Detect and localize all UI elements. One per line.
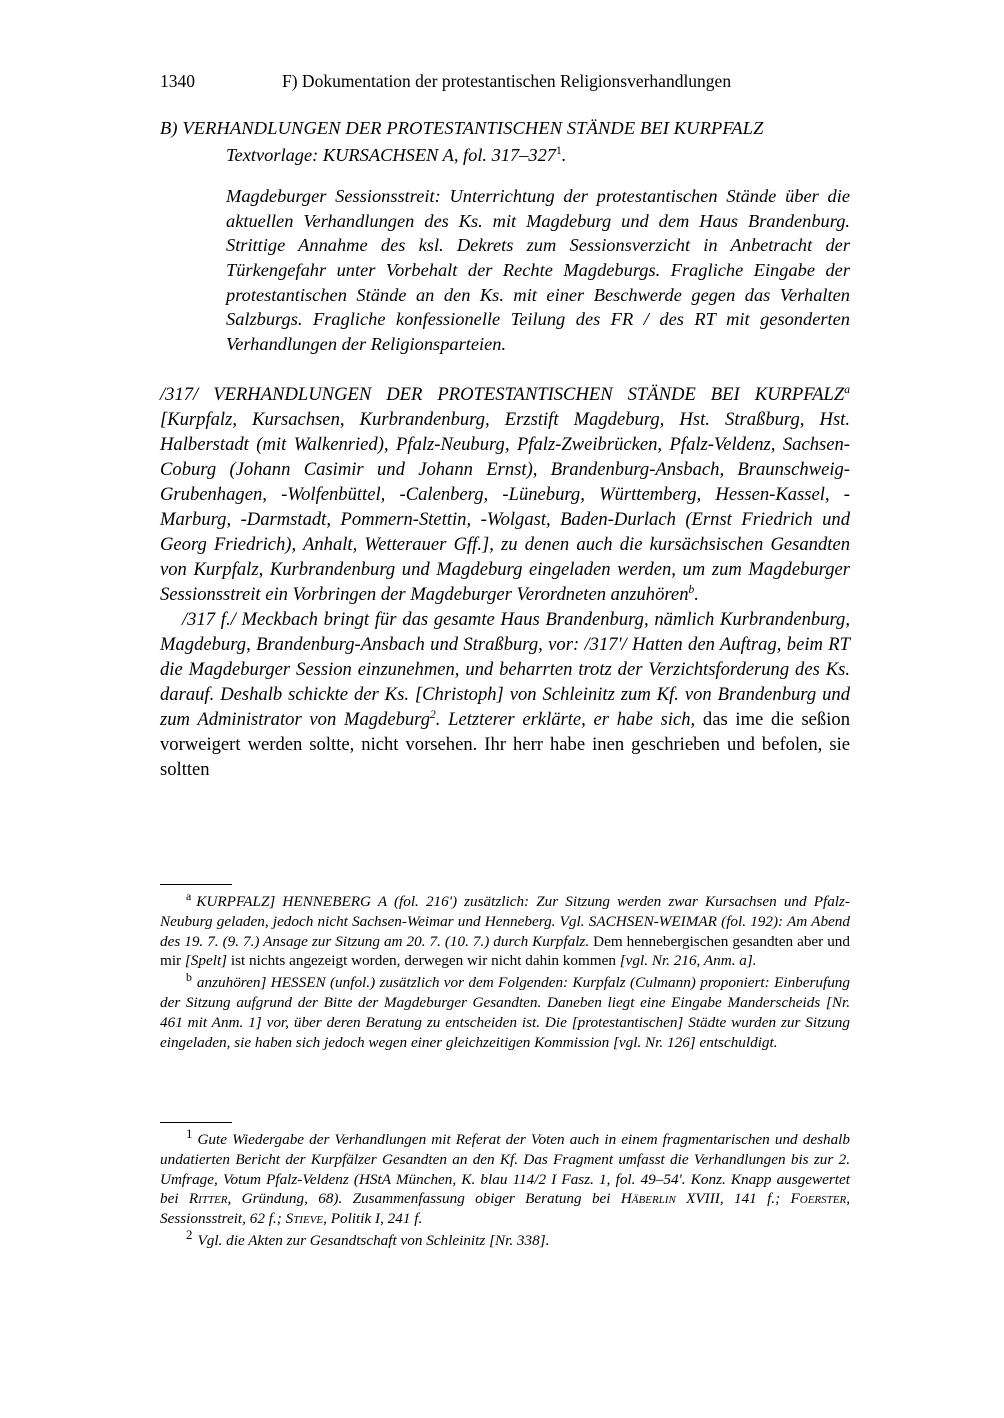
footnote-entry (160, 888, 850, 971)
footnote-text-smallcaps: Häberlin (620, 1190, 676, 1208)
footnote-entry (160, 970, 850, 1052)
section-heading: B) VERHANDLUNGEN DER PROTESTANTISCHEN STÄNDE BEI KURPFALZ (160, 118, 764, 139)
source-reference-line (160, 144, 850, 168)
footnote-text-smallcaps: Ritter (188, 1190, 228, 1208)
page-number: 1340 (160, 71, 195, 91)
body-paragraph-1-part3: . (694, 584, 699, 606)
footnote-marker[interactable]: a (186, 888, 192, 903)
body-paragraph-1 (160, 382, 850, 607)
footnote-text-italic: Vgl. die Akten zur Gesandtschaft von Schleinitz [Nr. 338]. (197, 1232, 550, 1250)
footnote-marker[interactable]: b (186, 970, 192, 985)
footnote-text-italic: XVIII, 141 f.; (675, 1190, 791, 1208)
footnote-entry (160, 1227, 850, 1251)
footnote-entry (160, 1125, 850, 1229)
footnote-text-italic: [Spelt] (184, 952, 228, 970)
footnote-ref-b[interactable]: b (688, 584, 695, 597)
footnote-text-italic: Gute Wiedergabe der Verhandlungen mit Referat der Voten auch in einem fragmentarischen und deshalb undatierten Bericht der Kurpfälzer Gesandten an den Kf. Das Fragment umfasst die Verhandlungen bis zur 2. Umfrage, Votum Pfalz-Veldenz (HStA München, K. blau 114/2 I Fasz. 1, fol. 49–54'. Konz. Knapp ausgewertet bei (160, 1131, 850, 1208)
source-reference-suffix: . (561, 145, 567, 166)
body-paragraph-1-part1: /317/ VERHANDLUNGEN DER PROTESTANTISCHEN STÄNDE BEI KURPFALZ (160, 384, 845, 406)
footnote-marker[interactable]: 1 (186, 1125, 193, 1141)
running-head-title: F) Dokumentation der protestantischen Religionsverhandlungen (282, 71, 732, 91)
footnote-marker[interactable]: 2 (186, 1227, 193, 1243)
apparatus-number-notes-list (160, 1125, 850, 1251)
body-paragraph-2 (160, 607, 850, 782)
footnote-ref-1[interactable]: 1 (556, 145, 562, 158)
footnote-text-smallcaps: Foerster (790, 1190, 847, 1208)
body-paragraph-2-part1: /317 f./ Meckbach bringt für das gesamte Haus Brandenburg, nämlich Kurbrandenburg, Magdeburg, Brandenburg-Ansbach und Straßburg, vor: /317'/ Hatten den Auftrag, beim RT die Magdeburger Session einzunehmen, und beharrten trotz der Verzichtsforderung des Ks. darauf. Deshalb schickte der Ks. [Christoph] von Schleinitz zum Kf. von Brandenburg und zum Administrator von Magdeburg (160, 609, 850, 731)
apparatus-number-notes (160, 1122, 850, 1253)
body-paragraph-2-part2: . Letzterer erklärte, er habe sich, (435, 709, 703, 731)
apparatus-letter-notes-list (160, 888, 850, 1053)
footnote-text-italic: [vgl. Nr. 216, Anm. a]. (619, 952, 757, 970)
apparatus-rule (160, 884, 232, 885)
footnote-text-roman: Dem hennebergischen gesandten aber und mir (160, 932, 850, 970)
footnote-text-italic: , Gründung, 68). Zusammenfassung obiger Beratung bei (227, 1190, 621, 1208)
page-content (160, 72, 850, 782)
footnote-text-roman: ist nichts angezeigt worden, derwegen wir nicht dahin kommen (227, 952, 620, 970)
footnote-text-italic: anzuhören] HESSEN (unfol.) zusätzlich vor dem Folgenden: Kurpfalz (Culmann) proponiert: Einberufung der Sitzung aufgrund der Bitte der Magdeburger Gesandten. Daneben liegt eine Eingabe Manderscheids [Nr. 461 mit Anm. 1] vor, über deren Beratung zu entscheiden ist. Die [protestantischen] Städte wurden zur Sitzung eingeladen, sie haben sich jedoch wegen einer gleichzeitigen Kommission [vgl. Nr. 126] entschuldigt. (160, 974, 850, 1051)
footnote-text-smallcaps: Stieve (285, 1210, 324, 1228)
body-paragraph-2-quote: das ime die seßion vorweigert werden soltte, nicht vorsehen. Ihr herr habe inen geschrieben und befolen, sie soltten (160, 709, 850, 781)
footnote-ref-2[interactable]: 2 (430, 709, 436, 722)
footnote-text-italic: , Sessionsstreit, 62 f.; (160, 1190, 850, 1228)
apparatus-rule (160, 1122, 232, 1123)
apparatus-letter-notes (160, 884, 850, 1055)
running-head (160, 72, 850, 91)
regest-paragraph: Magdeburger Sessionsstreit: Unterrichtung der protestantischen Stände über die aktuellen Verhandlungen des Ks. mit Magdeburg und dem Haus Brandenburg. Strittige Annahme des ksl. Dekrets zum Sessionsverzicht in Anbetracht der Türkengefahr unter Vorbehalt der Rechte Magdeburgs. Fragliche Eingabe der protestantischen Stände an den Ks. mit einer Beschwerde gegen das Verhalten Salzburgs. Fragliche konfessionelle Teilung des FR / des RT mit gesonderten Verhandlungen der Religionsparteien. (226, 186, 850, 354)
footnote-ref-a[interactable]: a (844, 384, 850, 397)
footnote-text-italic: , Politik I, 241 f. (323, 1210, 423, 1228)
footnote-text-italic: KURPFALZ] HENNEBERG A (fol. 216') zusätzlich: Zur Sitzung werden zwar Kursachsen und Pfalz-Neuburg geladen, jedoch nicht Sachsen-Weimar und Henneberg. Vgl. SACHSEN-WEIMAR (fol. 192): Am Abend des 19. 7. (9. 7.) Ansage zur Sitzung am 20. 7. (10. 7.) durch Kurpfalz. (160, 893, 850, 950)
source-reference-text: Textvorlage: KURSACHSEN A, fol. 317–327 (226, 145, 556, 166)
body-paragraph-1-part2: [Kurpfalz, Kursachsen, Kurbrandenburg, Erzstift Magdeburg, Hst. Straßburg, Hst. Halberstadt (mit Walkenried), Pfalz-Neuburg, Pfalz-Zweibrücken, Pfalz-Veldenz, Sachsen-Coburg (Johann Casimir und Johann Ernst), Brandenburg-Ansbach, Braunschweig-Grubenhagen, -Wolfenbüttel, -Calenberg, -Lüneburg, Württemberg, Hessen-Kassel, -Marburg, -Darmstadt, Pommern-Stettin, -Wolgast, Baden-Durlach (Ernst Friedrich und Georg Friedrich), Anhalt, Wetterauer Gff.], zu denen auch die kursächsischen Gesandten von Kurpfalz, Kurbrandenburg und Magdeburg eingeladen werden, um zum Magdeburger Sessionsstreit ein Vorbringen der Magdeburger Verordneten anzuhören (160, 409, 850, 606)
